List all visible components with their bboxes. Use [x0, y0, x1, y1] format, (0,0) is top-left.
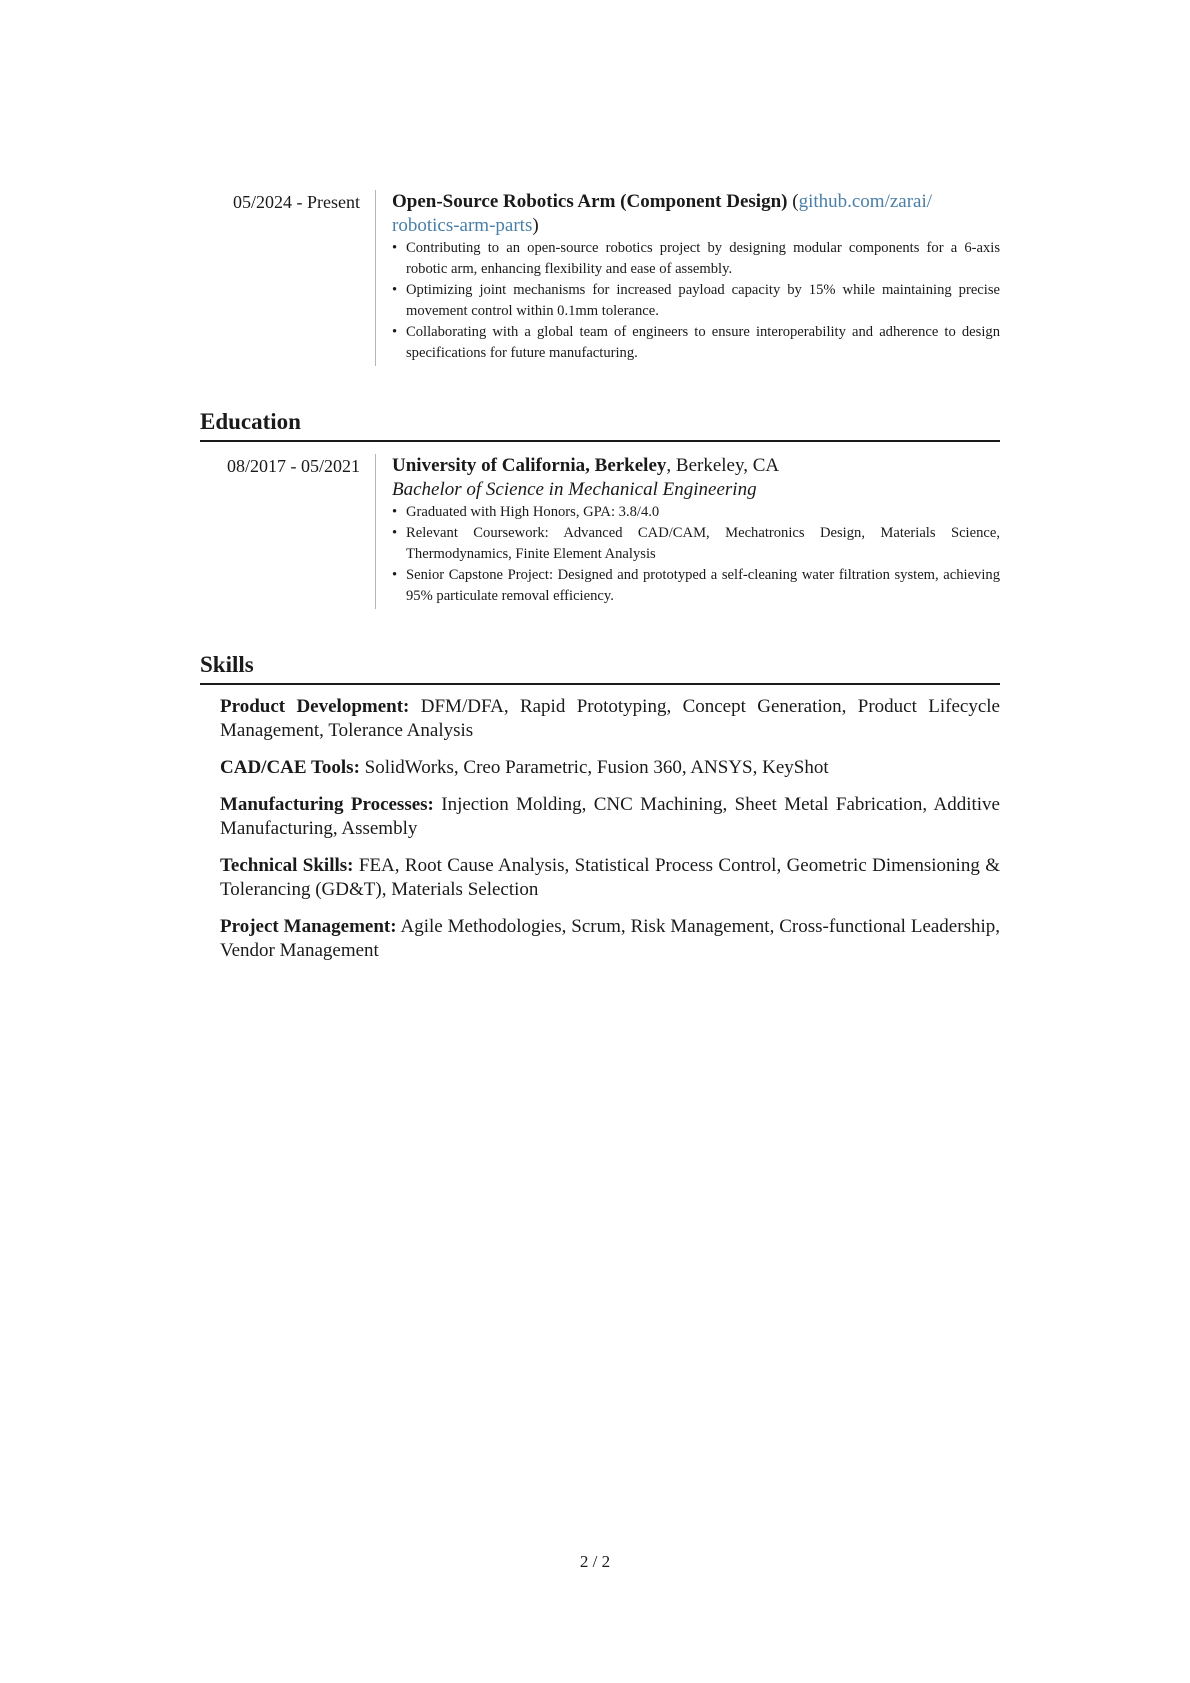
- skill-item: [220, 756, 1000, 780]
- project-body: [375, 190, 1000, 366]
- degree: Bachelor of Science in Mechanical Engineering: [392, 479, 757, 500]
- bullet-icon: •: [392, 504, 398, 520]
- skill-item: [220, 793, 1000, 841]
- skill-label: Project Management:: [220, 916, 397, 937]
- skill-value: Injection Molding, CNC Machining, Sheet Metal Fabrication, Additive Manufacturing, Assembly: [220, 794, 1000, 839]
- list-item: [392, 502, 1000, 523]
- project-entry: [200, 190, 1000, 366]
- list-item: [392, 565, 1000, 607]
- skill-item: [220, 915, 1000, 963]
- project-title: Open-Source Robotics Arm (Component Design): [392, 191, 788, 212]
- skill-label: Manufacturing Processes:: [220, 794, 434, 815]
- bullet-icon: •: [392, 567, 398, 583]
- school-name: University of California, Berkeley: [392, 455, 667, 476]
- bullet-text: Optimizing joint mechanisms for increased payload capacity by 15% while maintaining precise movement control within 0.1mm tolerance.: [406, 282, 1000, 319]
- project-link-open: (: [787, 191, 799, 212]
- school-location: , Berkeley, CA: [666, 455, 780, 476]
- skill-label: Product Development:: [220, 696, 410, 717]
- education-bullets: [392, 502, 1000, 607]
- education-section: [200, 408, 1000, 609]
- list-item: [392, 523, 1000, 565]
- list-item: [392, 238, 1000, 280]
- bullet-icon: •: [392, 240, 398, 256]
- bullet-icon: •: [392, 525, 398, 541]
- project-link-part-2: robotics-arm-parts: [392, 215, 533, 236]
- project-bullets: [392, 238, 1000, 364]
- resume-page: [200, 190, 1000, 976]
- bullet-icon: •: [392, 324, 398, 340]
- skill-label: CAD/CAE Tools:: [220, 757, 360, 778]
- list-item: [392, 322, 1000, 364]
- skill-value: SolidWorks, Creo Parametric, Fusion 360, ANSYS, KeyShot: [359, 757, 829, 778]
- skill-value: DFM/DFA, Rapid Prototyping, Concept Generation, Product Lifecycle Management, Tolerance Analysis: [220, 696, 1000, 741]
- bullet-text: Collaborating with a global team of engineers to ensure interoperability and adherence to design specifications for future manufacturing.: [406, 324, 1000, 361]
- page-number: 2 / 2: [579, 1552, 611, 1571]
- skill-value: Agile Methodologies, Scrum, Risk Management, Cross-functional Leadership, Vendor Management: [220, 916, 1000, 961]
- skills-heading: Skills: [200, 651, 1000, 685]
- skill-item: [220, 854, 1000, 902]
- list-item: [392, 280, 1000, 322]
- project-title-line: [392, 190, 1000, 238]
- bullet-icon: •: [392, 282, 398, 298]
- education-date: 08/2017 - 05/2021: [227, 456, 360, 476]
- skill-value: FEA, Root Cause Analysis, Statistical Process Control, Geometric Dimensioning & Tolerancing (GD&T), Materials Selection: [220, 855, 1000, 900]
- bullet-text: Senior Capstone Project: Designed and prototyped a self-cleaning water filtration system, achieving 95% particulate removal efficiency.: [406, 567, 1000, 604]
- skills-section: [200, 651, 1000, 963]
- project-date: 05/2024 - Present: [233, 192, 360, 212]
- skill-item: [220, 695, 1000, 743]
- education-heading: Education: [200, 408, 1000, 442]
- education-school-line: [392, 454, 1000, 478]
- bullet-text: Contributing to an open-source robotics project by designing modular components for a 6-axis robotic arm, enhancing flexibility and ease of assembly.: [406, 240, 1000, 277]
- education-entry: [200, 454, 1000, 609]
- skills-list: [200, 695, 1000, 963]
- bullet-text: Relevant Coursework: Advanced CAD/CAM, Mechatronics Design, Materials Science, Thermodynamics, Finite Element Analysis: [406, 525, 1000, 562]
- education-body: [375, 454, 1000, 609]
- project-link-part-1: github.com/zarai/: [798, 191, 933, 212]
- skill-label: Technical Skills:: [220, 855, 354, 876]
- bullet-text: Graduated with High Honors, GPA: 3.8/4.0: [406, 504, 660, 520]
- project-link-close: ): [532, 215, 539, 236]
